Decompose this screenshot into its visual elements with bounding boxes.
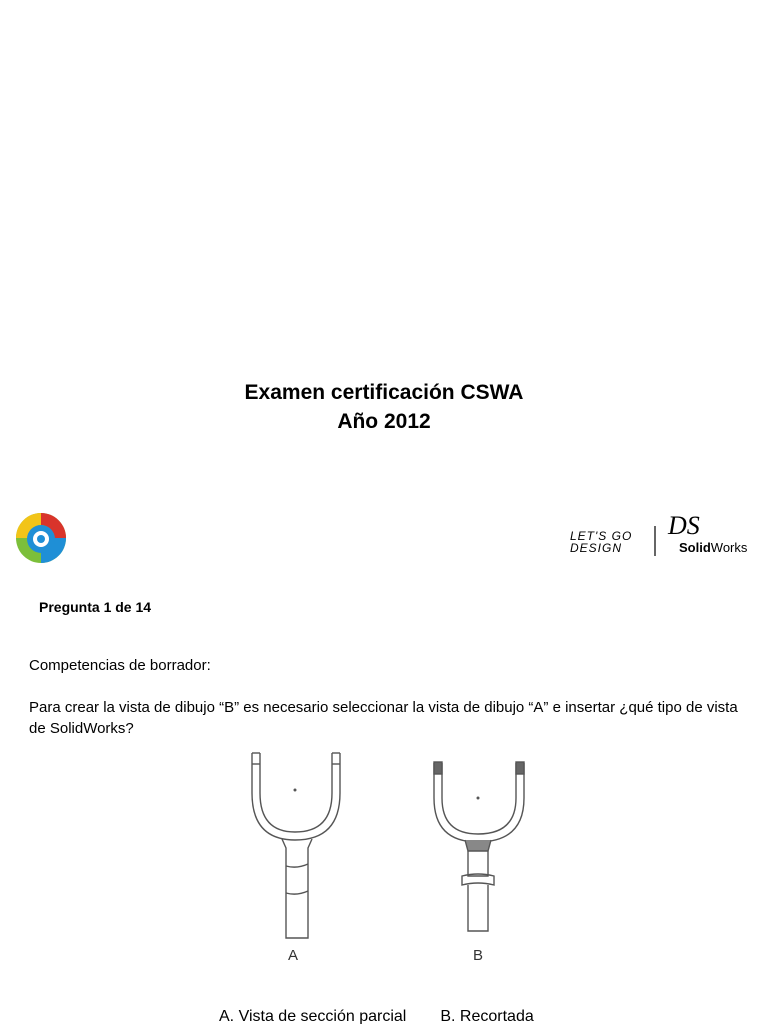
view-label-a: A: [288, 947, 299, 964]
solidworks-wordmark: [679, 540, 748, 555]
ds-brand-mark-icon: DS: [668, 511, 700, 540]
competency-label: Competencias de borrador:: [29, 657, 211, 674]
answer-option-b[interactable]: B. Recortada: [440, 1008, 534, 1024]
solidworks-logo: [568, 504, 750, 560]
circular-swirl-logo-icon: [14, 511, 68, 565]
question-text: Para crear la vista de dibujo “B” es necesario seleccionar la vista de dibujo “A” e insertar ¿qué tipo de vista de SolidWorks?: [29, 699, 738, 737]
drawing-views-figure: [230, 748, 530, 968]
drawing-view-b: [434, 762, 524, 931]
slogan-line-1: LET'S GO: [570, 529, 633, 543]
question-number: Pregunta 1 de 14: [39, 599, 152, 615]
brand-bold: Solid: [679, 540, 711, 555]
answer-option-a[interactable]: A. Vista de sección parcial: [219, 1008, 407, 1024]
slogan-line-2: DESIGN: [570, 541, 623, 555]
title-line-1: Examen certificación CSWA: [244, 381, 524, 404]
view-label-b: B: [473, 947, 484, 964]
drawing-view-a: [252, 753, 340, 938]
brand-regular: Works: [710, 540, 748, 555]
answer-options: [219, 1008, 534, 1024]
title-line-2: Año 2012: [337, 410, 431, 433]
document-title: [0, 378, 768, 436]
